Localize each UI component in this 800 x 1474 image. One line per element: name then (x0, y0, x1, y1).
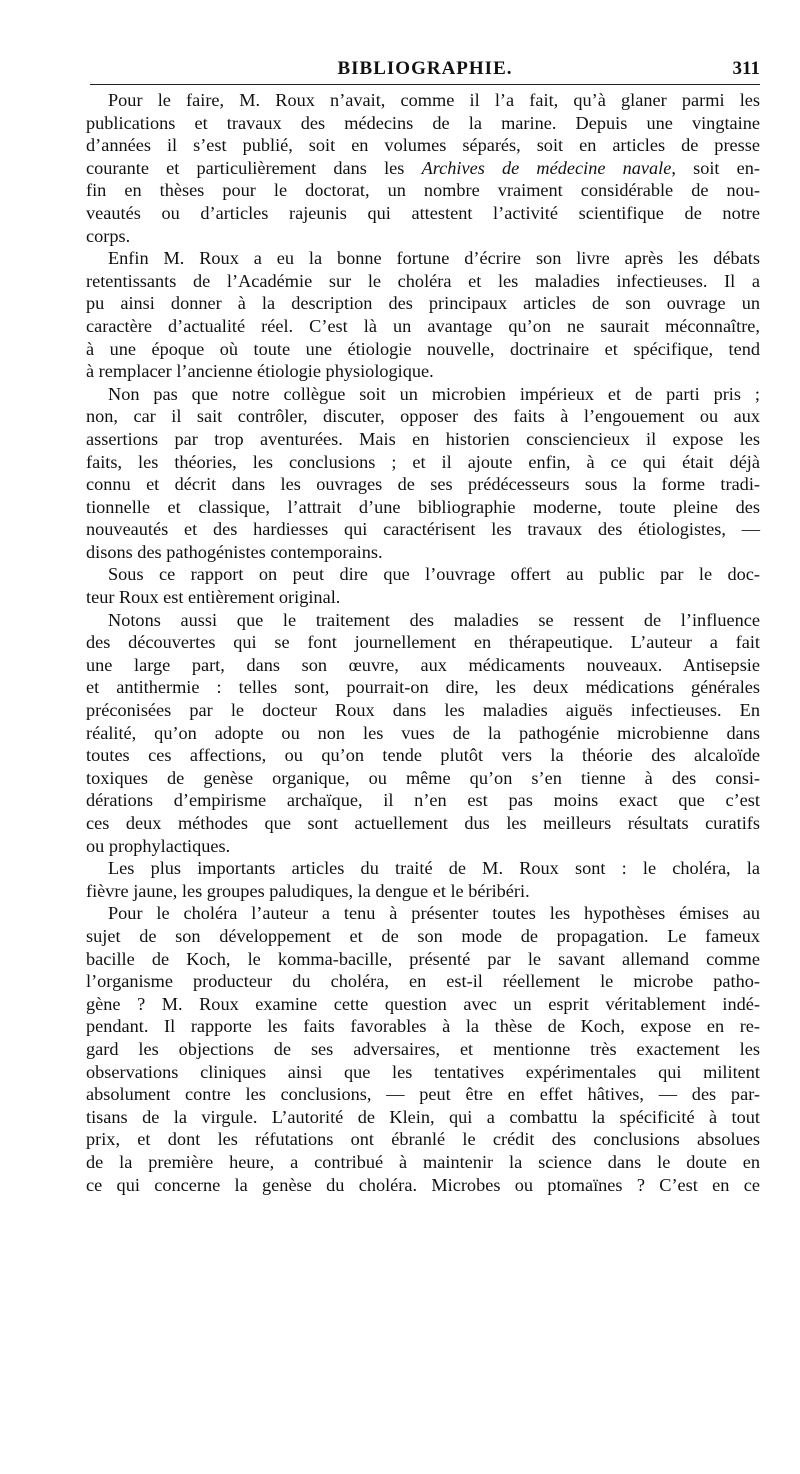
page-number: 311 (732, 58, 760, 79)
text-line: teur Roux est entièrement original. (86, 587, 341, 608)
text-line: Sous ce rapport on peut dire que l’ouvrage offert au public par le doc- (108, 564, 760, 585)
text-line: gard les objections de ses adversaires, et mentionne très exactement les (86, 1038, 760, 1059)
text-line: des découvertes qui se font journellement en thérapeutique. L’auteur a fait (86, 632, 760, 653)
text-line: préconisées par le docteur Roux dans les maladies aiguës infectieuses. En (86, 700, 760, 721)
text-line: faits, les théories, les conclusions ; et il ajoute enfin, à ce qui était déjà (86, 451, 760, 472)
text-line: corps. (86, 225, 131, 246)
text-line: réalité, qu’on adopte ou non les vues de la pathogénie microbienne dans (86, 722, 760, 743)
text-line: Non pas que notre collègue soit un microbien impérieux et de parti pris ; (108, 383, 760, 404)
text-line: à remplacer l’ancienne étiologie physiologique. (86, 361, 434, 382)
text-line: Enfin M. Roux a eu la bonne fortune d’écrire son livre après les débats (108, 248, 760, 269)
text-line: bacille de Koch, le komma-bacille, présenté par le savant allemand comme (86, 948, 760, 969)
header-rule (90, 84, 760, 85)
text-line: Notons aussi que le traitement des maladies se ressent de l’influence (108, 609, 760, 630)
text-line: connu et décrit dans les ouvrages de ses prédécesseurs sous la forme tradi- (86, 474, 760, 495)
text-line: caractère d’actualité réel. C’est là un avantage qu’on ne saurait méconnaître, (86, 315, 760, 336)
text-line: Les plus importants articles du traité de M. Roux sont : le choléra, la (108, 858, 760, 879)
page-header (90, 58, 760, 84)
text-line: non, car il sait contrôler, discuter, opposer des faits à l’engouement ou aux (86, 406, 760, 427)
text-line: veautés ou d’articles rajeunis qui attestent l’activité scientifique de notre (86, 202, 760, 223)
text-line: ou prophylactiques. (86, 835, 231, 856)
text-line: pendant. Il rapporte les faits favorables à la thèse de Koch, expose en re- (86, 1016, 760, 1037)
text-line: Pour le choléra l’auteur a tenu à présenter toutes les hypothèses émises au (108, 903, 760, 924)
text-line: toxiques de genèse organique, ou même qu’on s’en tienne à des consi- (86, 767, 760, 788)
text-line: l’organisme producteur du choléra, en est-il réellement le microbe patho- (86, 971, 760, 992)
text-line: gène ? M. Roux examine cette question avec un esprit véritablement indé- (86, 993, 760, 1014)
running-title: BIBLIOGRAPHIE. (337, 58, 513, 79)
text-line: d’années il s’est publié, soit en volumes séparés, soit en articles de presse (86, 135, 760, 156)
text-line: prix, et dont les réfutations ont ébranlé le crédit des conclusions absolues (86, 1129, 760, 1150)
text-line: une large part, dans son œuvre, aux médicaments nouveaux. Antisepsie (86, 654, 760, 675)
text-line: disons des pathogénistes contemporains. (86, 541, 383, 562)
text-line: dérations d’empirisme archaïque, il n’en est pas moins exact que c’est (86, 790, 760, 811)
text-line: tisans de la virgule. L’autorité de Klein, qui a combattu la spécificité à tout (86, 1106, 760, 1127)
text-line: assertions par trop aventurées. Mais en historien consciencieux il expose les (86, 428, 760, 449)
text-line: à une époque où toute une étiologie nouvelle, doctrinaire et spécifique, tend (86, 338, 760, 359)
body-text (86, 89, 760, 1196)
text-line: ce qui concerne la genèse du choléra. Microbes ou ptomaïnes ? C’est en ce (86, 1174, 760, 1195)
text-line: sujet de son développement et de son mode de propagation. Le fameux (86, 925, 760, 946)
text-line: pu ainsi donner à la description des principaux articles de son ouvrage un (86, 293, 760, 314)
text-line: observations cliniques ainsi que les tentatives expérimentales qui militent (86, 1061, 760, 1082)
text-line: toutes ces affections, ou qu’on tende plutôt vers la théorie des alcaloïde (86, 745, 760, 766)
text-line: Pour le faire, M. Roux n’avait, comme il l’a fait, qu’à glaner parmi les (108, 90, 760, 110)
text-line: absolument contre les conclusions, — peut être en effet hâtives, — des par- (86, 1084, 760, 1105)
text-line: courante et particulièrement dans les Archives de médecine navale, soit en- (86, 157, 761, 178)
text-line: tionnelle et classique, l’attrait d’une bibliographie moderne, toute pleine des (86, 496, 760, 517)
text-line: fin en thèses pour le doctorat, un nombre vraiment considérable de nou- (86, 180, 760, 201)
text-line: fièvre jaune, les groupes paludiques, la dengue et le béribéri. (86, 880, 530, 901)
text-line: de la première heure, a contribué à maintenir la science dans le doute en (86, 1151, 760, 1172)
text-line: ces deux méthodes que sont actuellement dus les meilleurs résultats curatifs (86, 813, 760, 833)
text-line: retentissants de l’Académie sur le choléra et les maladies infectieuses. Il a (86, 270, 760, 291)
text-line: publications et travaux des médecins de la marine. Depuis une vingtaine (86, 112, 760, 133)
text-line: nouveautés et des hardiesses qui caractérisent les travaux des étiologistes, — (86, 519, 760, 540)
text-line: et antithermie : telles sont, pourrait-on dire, les deux médications générales (86, 677, 760, 698)
